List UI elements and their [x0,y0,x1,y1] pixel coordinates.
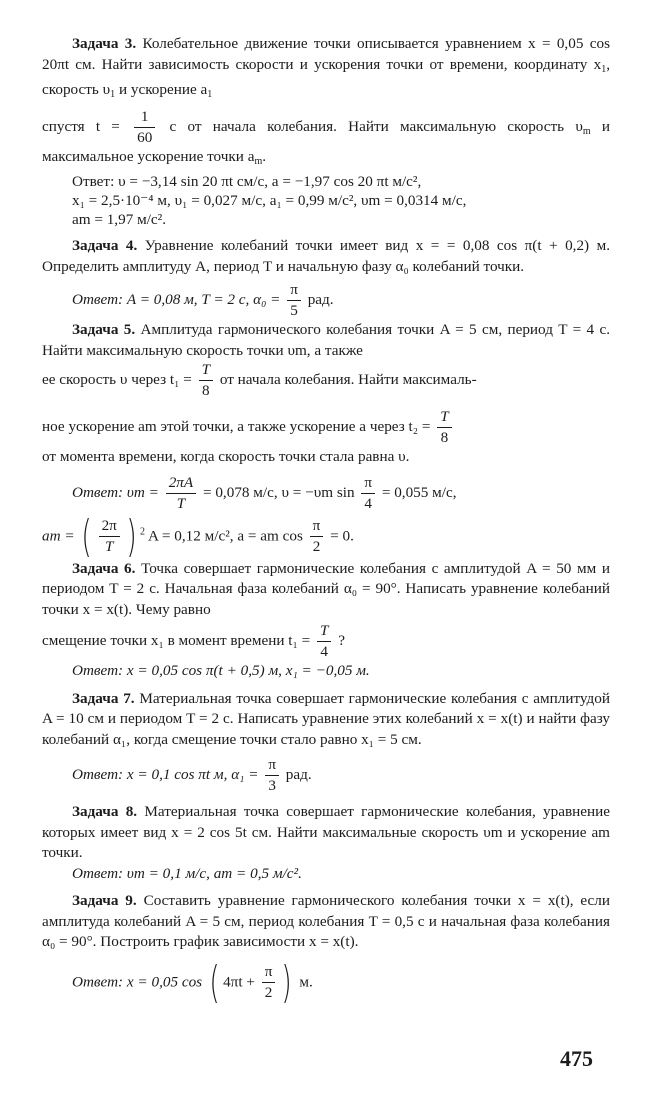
task-label: Задача 8. [72,803,138,820]
fraction: $\frac{\pi}{3}$ [265,756,279,795]
task-5 [42,320,611,562]
fraction: $\frac{\pi}{5}$ [287,281,301,320]
task-label: Задача 9. [72,892,137,909]
task-label: Задача 7. [72,689,135,707]
task-8 [42,802,610,884]
task-label: Задача 6. [72,559,136,577]
task-8-text: Задача 8. Материальная точка совершает гармонические колебания, уравнение которых имеет вид x = 2 cos 5t см. Найти максимальные скорость υm и ускорение am точки. [42,803,611,861]
fraction: $\frac{T}{8}$ [437,408,451,447]
task-7 [42,689,610,796]
fraction: $\frac{1}{60}$ [134,108,155,147]
task-8-answer: Ответ: υm = 0,1 м/с, am = 0,5 м/с². [72,864,302,882]
fraction: $\frac{T}{4}$ [317,622,331,661]
page-number: 475 [560,1046,593,1071]
page-body [42,34,611,1008]
fraction: $\frac{\pi}{2}$ [262,963,276,1002]
task-3-answer: Ответ: υ = −3,14 sin 20 πt см/с, a = −1,97 cos 20 πt м/с², x₁ = 2,5·10⁻⁴ м, υ₁ = 0,027 м/с, a₁ = 0,99 м/с², υm = 0,0314 м/с, am = 1,97 м/с². [72,173,467,228]
task-5-answer-1: Ответ: υm = $\frac{2\pi A}{T}$ = 0,078 м/с, υ = −υm sin $\frac{\pi}{4}$ = 0,055 м/с, [72,473,457,512]
task-9-text: Задача 9. Составить уравнение гармонического колебания точки x = x(t), если амплитуда колебаний A = 5 см, период колебания T = 0,5 с и начальная фаза колебания α₀ = 90°. Построить график зависимости x = x(t). [42,892,610,950]
task-3-text: Задача 3. Колебательное движение точки описывается уравнением x = 0,05 cos 20πt см. Найти зависимость скорости и ускорения точки от времени, координату $x_1$, скорость $\upsilon_1$ и ускорение $a_1$ [42,35,610,100]
fraction: $\frac{\pi}{2}$ [310,517,324,556]
task-3-text-cont: спустя t = $\frac{1}{60}$ с от начала колебания. Найти максимальную скорость $\upsilon_m$ и максимальное ускорение точки $a_m$. [42,107,610,167]
fraction: $\frac{\pi}{4}$ [361,474,375,513]
task-4 [42,236,610,320]
fraction: $\frac{T}{8}$ [199,361,213,400]
task-4-answer: Ответ: A = 0,08 м, T = 2 с, α₀ = $\frac{\pi}{5}$ рад. [72,281,334,319]
task-label: Задача 4. [72,237,138,254]
task-9 [42,891,610,1008]
task-9-answer: Ответ: x = 0,05 cos ( 4πt + $\frac{\pi}{2}$ ) м. [72,956,313,1008]
task-7-answer: Ответ: x = 0,1 cos πt м, α₁ = $\frac{\pi}{3}$ рад. [72,756,312,794]
fraction: $\frac{2\pi}{T}$ [99,517,120,556]
task-6-text-cont: смещение точки x₁ в момент времени t₁ = $\frac{T}{4}$ ? [42,622,345,660]
fraction: $\frac{2\pi A}{T}$ [166,474,196,513]
task-6-answer: Ответ: x = 0,05 cos π(t + 0,5) м, x₁ = −0,05 м. [72,662,370,679]
task-5-text-cont2: ное ускорение am этой точки, а также ускорение a через t₂ = $\frac{T}{8}$ от момента времени, когда скорость точки стала равна υ. [42,408,610,468]
task-7-text: Задача 7. Материальная точка совершает гармонические колебания с амплитудой A = 10 см и периодом T = 2 с. Написать уравнение этих колебаний x = x(t) и найти фазу колебаний α₁, когда смещение точки стало равно x₁ = 5 см. [42,689,610,748]
task-label: Задача 5. [72,321,136,338]
task-5-text: Задача 5. Амплитуда гармонического колебания точки A = 5 см, период T = 4 с. Найти максимальную скорость точки υm, а также [42,321,611,359]
task-5-answer-2: am = ( $\frac{2\pi}{T}$ ) $^2$ A = 0,12 м/с², a = am cos $\frac{\pi}{2}$ = 0. [42,510,354,562]
task-6 [42,559,610,682]
task-label: Задача 3. [72,35,137,52]
task-4-text: Задача 4. Уравнение колебаний точки имеет вид x = = 0,08 cos π(t + 0,2) м. Определить амплитуду A, период T и начальную фазу α₀ колебаний точки. [42,237,610,275]
task-3 [42,34,610,229]
task-5-text-cont: ее скорость υ через t₁ = $\frac{T}{8}$ от начала колебания. Найти максималь- [42,361,477,399]
task-6-text: Задача 6. Точка совершает гармонические колебания с амплитудой A = 50 мм и периодом T = 2 с. Начальная фаза колебаний α₀ = 90°. Написать уравнение колебаний точки x = x(t). Чему равно [42,559,610,618]
